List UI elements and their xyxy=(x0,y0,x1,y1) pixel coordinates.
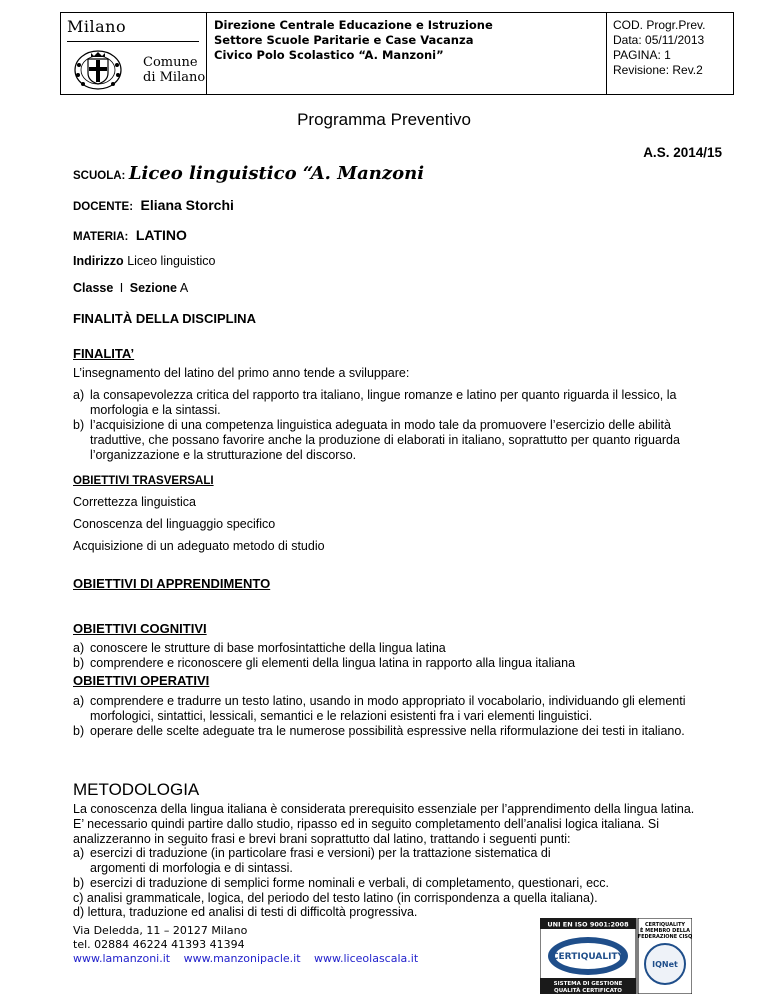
list-item: b) comprendere e riconoscere gli elementi della lingua latina in rapporto alla lingua italiana xyxy=(73,656,576,670)
footer-link[interactable]: www.manzonipacle.it xyxy=(183,952,301,965)
divider xyxy=(67,41,199,42)
footer-links xyxy=(73,952,428,966)
direction-cell xyxy=(206,13,607,94)
operativi-heading: OBIETTIVI OPERATIVI xyxy=(73,673,210,688)
list-item: a) comprendere e tradurre un testo latino, usando in modo appropriato il vocabolario, individuando gli elementi morfologici, sintattici, lessicali, semantici e le relazioni esistenti fra i vari elementi linguistici. xyxy=(73,694,686,723)
list-item: Acquisizione di un adeguato metodo di studio xyxy=(73,539,325,553)
materia-label: MATERIA: xyxy=(73,231,129,243)
materia-value: LATINO xyxy=(135,227,187,243)
classe-label: Classe xyxy=(73,281,114,295)
academic-year: A.S. 2014/15 xyxy=(643,145,722,160)
docente-line xyxy=(73,197,234,213)
meta-cell xyxy=(607,13,733,94)
document-meta: COD. Progr.Prev. Data: 05/11/2013 PAGINA: 1 Revisione: Rev.2 xyxy=(613,18,706,77)
metodologia-intro: La conoscenza della lingua italiana è considerata prerequisito essenziale per l’apprendimento della lingua latina. E’ necessario quindi partire dallo studio, ripasso ed in seguito completamento dell’analisi logica italiana. Si analizzeranno in seguito frasi e brevi brani soprattutto dal latino, trattando i seguenti punti: xyxy=(73,802,695,846)
metodologia-heading: METODOLOGIA xyxy=(73,780,200,799)
list-item: d) lettura, traduzione ed analisi di testi di difficoltà progressiva. xyxy=(73,905,418,919)
classe-value: I xyxy=(119,281,124,295)
list-item: a) esercizi di traduzione (in particolare frasi e versioni) per la trattazione sistematica di argomenti di morfologia e di sintassi. xyxy=(73,846,551,875)
finalita-section-heading: FINALITÀ DELLA DISCIPLINA xyxy=(73,311,256,326)
docente-label: DOCENTE: xyxy=(73,201,134,213)
cert-member-2: È MEMBRO DELLA xyxy=(640,928,690,934)
footer-address: Via Deledda, 11 – 20127 Milano xyxy=(73,924,248,937)
indirizzo-value: Liceo linguistico xyxy=(127,254,216,268)
page-title: Programma Preventivo xyxy=(297,110,471,129)
scuola-label: SCUOLA: xyxy=(73,170,126,182)
materia-line xyxy=(73,227,187,243)
cert-system-2: QUALITÀ CERTIFICATO xyxy=(554,988,622,994)
cert-system-1: SISTEMA DI GESTIONE xyxy=(553,981,623,987)
cert-norm: UNI EN ISO 9001:2008 xyxy=(547,920,629,929)
milano-crest-icon xyxy=(69,47,127,91)
sezione-label: Sezione xyxy=(129,281,178,295)
indirizzo-line xyxy=(73,254,215,268)
trasversali-heading: OBIETTIVI TRASVERSALI xyxy=(73,475,214,487)
apprendimento-heading: OBIETTIVI DI APPRENDIMENTO xyxy=(73,576,271,591)
scuola-value: Liceo linguistico “A. Manzoni xyxy=(128,163,425,184)
document-header xyxy=(60,12,734,95)
list-item: Conoscenza del linguaggio specifico xyxy=(73,517,276,531)
logo-cell xyxy=(61,13,207,94)
scuola-line xyxy=(73,163,424,184)
direction-text: Direzione Centrale Educazione e Istruzione Settore Scuole Paritarie e Case Vacanza Civico Polo Scolastico “A. Manzoni” xyxy=(214,18,493,62)
list-item: b) esercizi di traduzione di semplici forme nominali e verbali, di completamento, questionari, ecc. xyxy=(73,876,609,890)
docente-value: Eliana Storchi xyxy=(140,197,234,213)
city-name: Milano xyxy=(67,17,127,36)
footer xyxy=(73,924,428,966)
cert-member-3: FEDERAZIONE CISQ xyxy=(637,934,692,940)
finalita-heading: FINALITA’ xyxy=(73,346,135,361)
list-item: Correttezza linguistica xyxy=(73,495,196,509)
list-item: b) l’acquisizione di una competenza linguistica adeguata in modo tale da promuovere l’esercizio delle abilità traduttive, che possano favorire anche la produzione di elaborati in italiano, soprattutto per quanto riguarda l’organizzazione e la strutturazione del discorso. xyxy=(73,418,680,462)
list-item: a) conoscere le strutture di base morfosintattiche della lingua latina xyxy=(73,641,446,655)
cert-iqnet: IQNet xyxy=(652,960,678,969)
comune-label: Comune di Milano xyxy=(143,55,206,85)
list-item: a) la consapevolezza critica del rapporto tra italiano, lingue romanze e latino per quanto riguarda il lessico, la morfologia e la sintassi. xyxy=(73,388,677,417)
cognitivi-heading: OBIETTIVI COGNITIVI xyxy=(73,621,207,636)
sezione-value: A xyxy=(179,281,189,295)
list-item: b) operare delle scelte adeguate tra le numerose possibilità espressive nella riformulazione dei testi in italiano. xyxy=(73,724,685,738)
certiquality-badge-icon xyxy=(540,918,692,994)
classe-line xyxy=(73,281,188,295)
list-item: c) analisi grammaticale, logica, del periodo del testo latino (in corrispondenza a quella italiana). xyxy=(73,891,598,905)
footer-link[interactable]: www.liceolascala.it xyxy=(314,952,419,965)
footer-phone: tel. 02884 46224 41393 41394 xyxy=(73,938,245,951)
cert-member-1: CERTIQUALITY xyxy=(644,922,686,928)
indirizzo-label: Indirizzo xyxy=(73,254,124,268)
finalita-intro: L’insegnamento del latino del primo anno tende a sviluppare: xyxy=(73,366,410,380)
footer-link[interactable]: www.lamanzoni.it xyxy=(73,952,171,965)
cert-brand: CERTIQUALITY xyxy=(551,952,625,962)
